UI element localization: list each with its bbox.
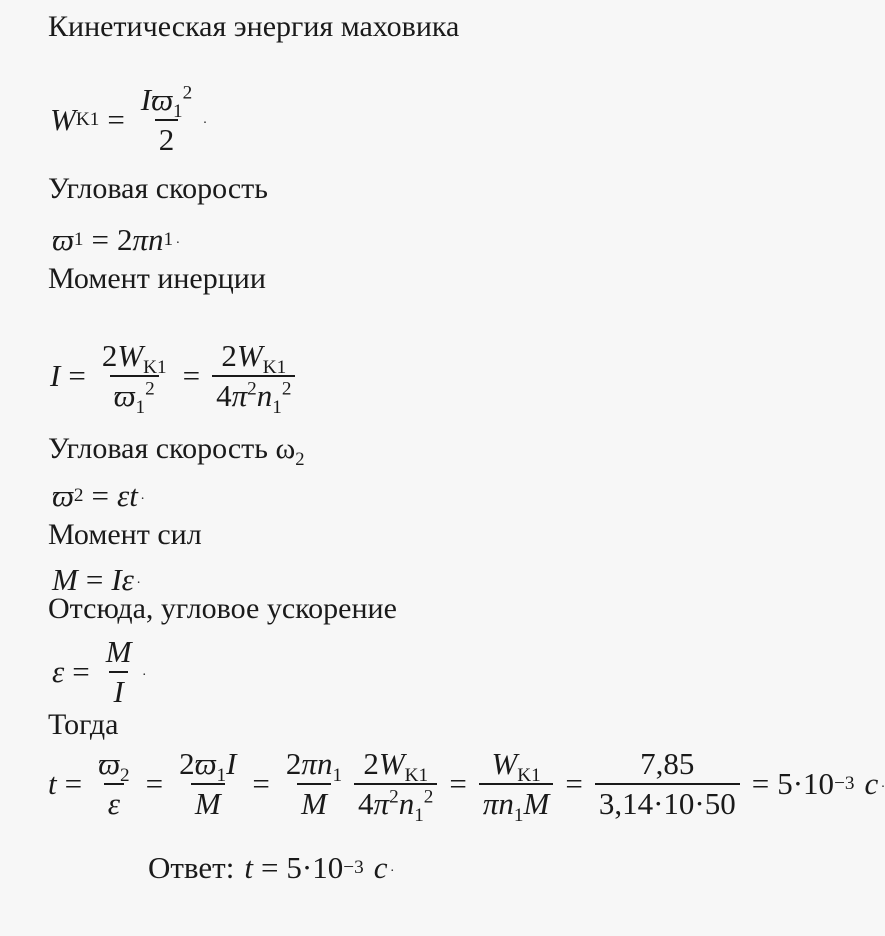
fraction: $\frac{2W_{K1}}{ϖ_1^2}$ [101,338,167,418]
equation-moment-of-force: M = I ε . [52,562,141,597]
heading-angular-velocity: Угловая скорость [48,172,268,205]
heading-then: Тогда [48,708,119,741]
equation-angular-acceleration: ε = $\frac{M}{I}$ . [52,634,147,709]
equation-angular-velocity-2: ϖ 2 = ε t . [52,478,145,513]
fraction: $\frac{M}{I}$ [105,634,132,709]
fraction: $\frac{2W_{K1}}{4\pi^2n_1^2}$ [354,748,437,821]
heading-angular-acceleration: Отсюда, угловое ускорение [48,592,397,625]
fraction: $\frac{2W_{K1}}{4\pi^2n_1^2}$ [212,340,295,413]
answer-line: Ответ: t = 5·10 −3 c . [148,850,394,885]
fraction: $\frac{2\pi n_1}{M}$ [285,746,343,821]
fraction-numeric: $\frac{7,85}{3,14\cdot 10\cdot 50}$ [595,748,740,821]
heading-kinetic-energy: Кинетическая энергия маховика [48,10,460,43]
fraction: $\frac{Iϖ_1^2}{2}$ [140,82,193,157]
equation-kinetic-energy: W K1 = $\frac{Iϖ_1^2}{2}$ . [50,82,207,157]
equation-time-chain: t = $\frac{ϖ_2}{\varepsilon}$ = $\frac{2ϖ_1I}{M}$ = $\frac{2\pi n_1}{M}$ $\frac{2W_{K1}}{4\pi^2n_1^2}$ = $\frac{W_{K1}}{\pi n_1M}$ = $\frac{7,85}{3,14\cdot 10\cdot 50}$ = 5·10 −3 c . [48,746,885,826]
fraction: $\frac{ϖ_2}{\varepsilon}$ [98,746,130,821]
heading-moment-of-inertia: Момент инерции [48,262,266,295]
equation-moment-of-inertia: I = $\frac{2W_{K1}}{ϖ_1^2}$ = $\frac{2W_{K1}}{4\pi^2n_1^2}$ [50,340,299,413]
heading-angular-velocity-2: Угловая скорость $\omega_2$ [48,432,305,470]
fraction: $\frac{2ϖ_1I}{M}$ [179,746,237,821]
equation-angular-velocity: ϖ 1 = 2 π n 1 . [52,222,180,257]
fraction: $\frac{W_{K1}}{\pi n_1M}$ [479,748,553,821]
heading-moment-of-force: Момент сил [48,518,202,551]
